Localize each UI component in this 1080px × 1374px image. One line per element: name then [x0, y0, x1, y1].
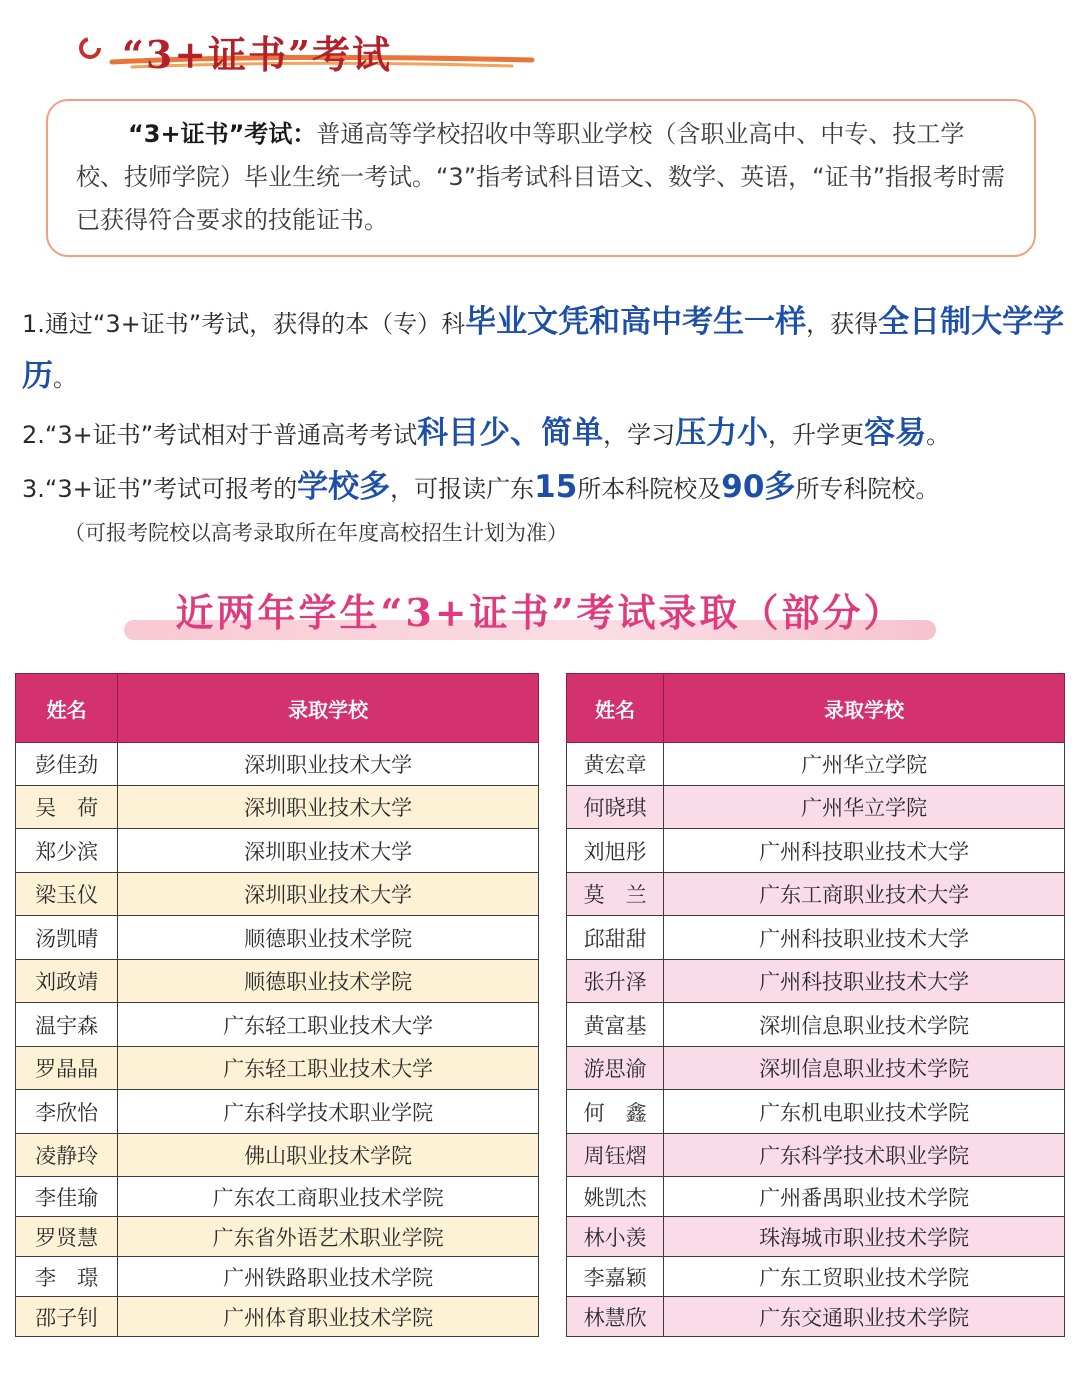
table-row — [567, 786, 1065, 829]
school-name-cell: 广东轻工职业技术大学 — [118, 1047, 539, 1090]
table-row — [16, 1257, 539, 1297]
table-row — [567, 960, 1065, 1003]
school-name-cell: 广东农工商职业技术学院 — [118, 1177, 539, 1217]
definition-term: “3+证书”考试： — [128, 120, 317, 148]
student-name-cell: 林小羡 — [567, 1217, 664, 1257]
student-name-cell: 温宇森 — [16, 1003, 118, 1047]
table-header-row — [567, 674, 1065, 743]
student-name-cell: 梁玉仪 — [16, 873, 118, 916]
table-row — [567, 1217, 1065, 1257]
school-name-cell: 广东科学技术职业学院 — [118, 1090, 539, 1134]
table-row — [16, 1217, 539, 1257]
point-3-text: 3.“3+证书”考试可报考的 — [22, 475, 298, 503]
student-name-cell: 罗晶晶 — [16, 1047, 118, 1090]
benefit-points — [22, 296, 1072, 553]
table-row — [567, 1047, 1065, 1090]
student-name-cell: 林慧欣 — [567, 1297, 664, 1337]
student-name-cell: 李嘉颖 — [567, 1257, 664, 1297]
school-name-cell: 广州铁路职业技术学院 — [118, 1257, 539, 1297]
point-2-highlight: 科目少、简单 — [417, 415, 604, 451]
point-2-text: 。 — [926, 421, 951, 449]
point-3 — [22, 461, 1072, 515]
school-name-cell: 深圳信息职业技术学院 — [664, 1047, 1065, 1090]
school-name-cell: 广州华立学院 — [664, 786, 1065, 829]
point-2-highlight: 压力小 — [675, 415, 769, 451]
student-name-cell: 汤凯晴 — [16, 916, 118, 960]
section-header — [72, 18, 542, 78]
student-name-cell: 刘旭彤 — [567, 829, 664, 873]
table-body — [567, 743, 1065, 1337]
table-row — [16, 960, 539, 1003]
school-name-cell: 佛山职业技术学院 — [118, 1134, 539, 1177]
school-name-cell: 广东轻工职业技术大学 — [118, 1003, 539, 1047]
student-name-cell: 李欣怡 — [16, 1090, 118, 1134]
school-name-cell: 广东机电职业技术学院 — [664, 1090, 1065, 1134]
school-name-cell: 广州科技职业技术大学 — [664, 829, 1065, 873]
student-name-cell: 何 鑫 — [567, 1090, 664, 1134]
student-name-cell: 黄富基 — [567, 1003, 664, 1047]
student-name-cell: 姚凯杰 — [567, 1177, 664, 1217]
student-name-cell: 罗贤慧 — [16, 1217, 118, 1257]
point-2-text: ，学习 — [603, 421, 676, 449]
admission-table-left — [15, 673, 539, 1337]
student-name-cell: 郑少滨 — [16, 829, 118, 873]
school-name-cell: 深圳信息职业技术学院 — [664, 1003, 1065, 1047]
school-name-cell: 深圳职业技术大学 — [118, 786, 539, 829]
school-name-cell: 广州体育职业技术学院 — [118, 1297, 539, 1337]
student-name-cell: 李 璟 — [16, 1257, 118, 1297]
school-name-cell: 顺德职业技术学院 — [118, 960, 539, 1003]
school-name-cell: 广州科技职业技术大学 — [664, 916, 1065, 960]
student-name-cell: 彭佳劲 — [16, 743, 118, 786]
student-name-cell: 凌静玲 — [16, 1134, 118, 1177]
school-name-cell: 深圳职业技术大学 — [118, 873, 539, 916]
table-row — [16, 1177, 539, 1217]
student-name-cell: 李佳瑜 — [16, 1177, 118, 1217]
table-row — [16, 1003, 539, 1047]
table-row — [567, 1003, 1065, 1047]
student-name-cell: 吴 荷 — [16, 786, 118, 829]
point-1 — [22, 296, 1072, 404]
student-name-cell: 周钰熠 — [567, 1134, 664, 1177]
point-1-text: 1.通过“3+证书”考试，获得的本（专）科 — [22, 310, 466, 338]
school-name-cell: 广东工贸职业技术学院 — [664, 1257, 1065, 1297]
student-name-cell: 游思渝 — [567, 1047, 664, 1090]
table-row — [16, 829, 539, 873]
point-3-text: 所本科院校及 — [577, 475, 722, 503]
column-header-name: 姓名 — [567, 674, 664, 743]
student-name-cell: 刘政靖 — [16, 960, 118, 1003]
column-header-school: 录取学校 — [664, 674, 1065, 743]
college-count: 90多 — [721, 469, 796, 505]
school-name-cell: 广州番禺职业技术学院 — [664, 1177, 1065, 1217]
page-title: “3+证书”考试 — [122, 32, 392, 77]
student-name-cell: 张升泽 — [567, 960, 664, 1003]
student-name-cell: 莫 兰 — [567, 873, 664, 916]
school-name-cell: 深圳职业技术大学 — [118, 743, 539, 786]
point-1-text: 。 — [53, 364, 77, 392]
school-name-cell: 广东工商职业技术大学 — [664, 873, 1065, 916]
table-row — [16, 743, 539, 786]
footnote: （可报考院校以高考录取所在年度高校招生计划为准） — [64, 521, 568, 545]
table-header-row — [16, 674, 539, 743]
table-row — [567, 1134, 1065, 1177]
school-name-cell: 顺德职业技术学院 — [118, 916, 539, 960]
column-header-name: 姓名 — [16, 674, 118, 743]
section-title: 近两年学生“3+证书”考试录取（部分） — [175, 590, 905, 635]
point-1-text: ，获得 — [806, 310, 879, 338]
undergrad-count: 15 — [534, 469, 578, 505]
point-2-highlight: 容易 — [864, 415, 927, 451]
school-name-cell: 广州科技职业技术大学 — [664, 960, 1065, 1003]
table-row — [567, 1297, 1065, 1337]
school-name-cell: 广东省外语艺术职业学院 — [118, 1217, 539, 1257]
point-2 — [22, 407, 1072, 461]
table-row — [16, 1047, 539, 1090]
table-row — [16, 916, 539, 960]
point-3-text: 所专科院校。 — [795, 475, 940, 503]
table-row — [16, 786, 539, 829]
admission-table-right — [566, 673, 1065, 1337]
point-2-text: ，升学更 — [768, 421, 865, 449]
student-name-cell: 邱甜甜 — [567, 916, 664, 960]
point-1-highlight: 全日制大学学历 — [22, 304, 1065, 394]
table-body — [16, 743, 539, 1337]
table-row — [567, 743, 1065, 786]
table-row — [16, 1297, 539, 1337]
table-row — [567, 1257, 1065, 1297]
point-1-highlight: 毕业文凭和高中考生一样 — [465, 304, 807, 340]
student-name-cell: 黄宏章 — [567, 743, 664, 786]
school-name-cell: 深圳职业技术大学 — [118, 829, 539, 873]
table-row — [567, 1177, 1065, 1217]
table-row — [567, 873, 1065, 916]
school-name-cell: 广州华立学院 — [664, 743, 1065, 786]
school-name-cell: 广东交通职业技术学院 — [664, 1297, 1065, 1337]
point-3-text: ，可报读广东 — [390, 475, 535, 503]
definition-text: 普通高等学校招收中等职业学校（含职业高中、中专、技工学校、技师学院）毕业生统一考试。“3”指考试科目语文、数学、英语，“证书”指报考时需已获得符合要求的技能证书。 — [76, 120, 1006, 234]
student-name-cell: 邵子钊 — [16, 1297, 118, 1337]
table-row — [567, 829, 1065, 873]
school-name-cell: 珠海城市职业技术学院 — [664, 1217, 1065, 1257]
student-name-cell: 何晓琪 — [567, 786, 664, 829]
definition-box — [46, 99, 1036, 257]
table-row — [16, 1134, 539, 1177]
table-row — [16, 873, 539, 916]
table-row — [16, 1090, 539, 1134]
table-row — [567, 1090, 1065, 1134]
table-row — [567, 916, 1065, 960]
point-2-text: 2.“3+证书”考试相对于普通高考考试 — [22, 421, 418, 449]
point-3-highlight: 学校多 — [297, 469, 391, 505]
school-name-cell: 广东科学技术职业学院 — [664, 1134, 1065, 1177]
column-header-school: 录取学校 — [118, 674, 539, 743]
